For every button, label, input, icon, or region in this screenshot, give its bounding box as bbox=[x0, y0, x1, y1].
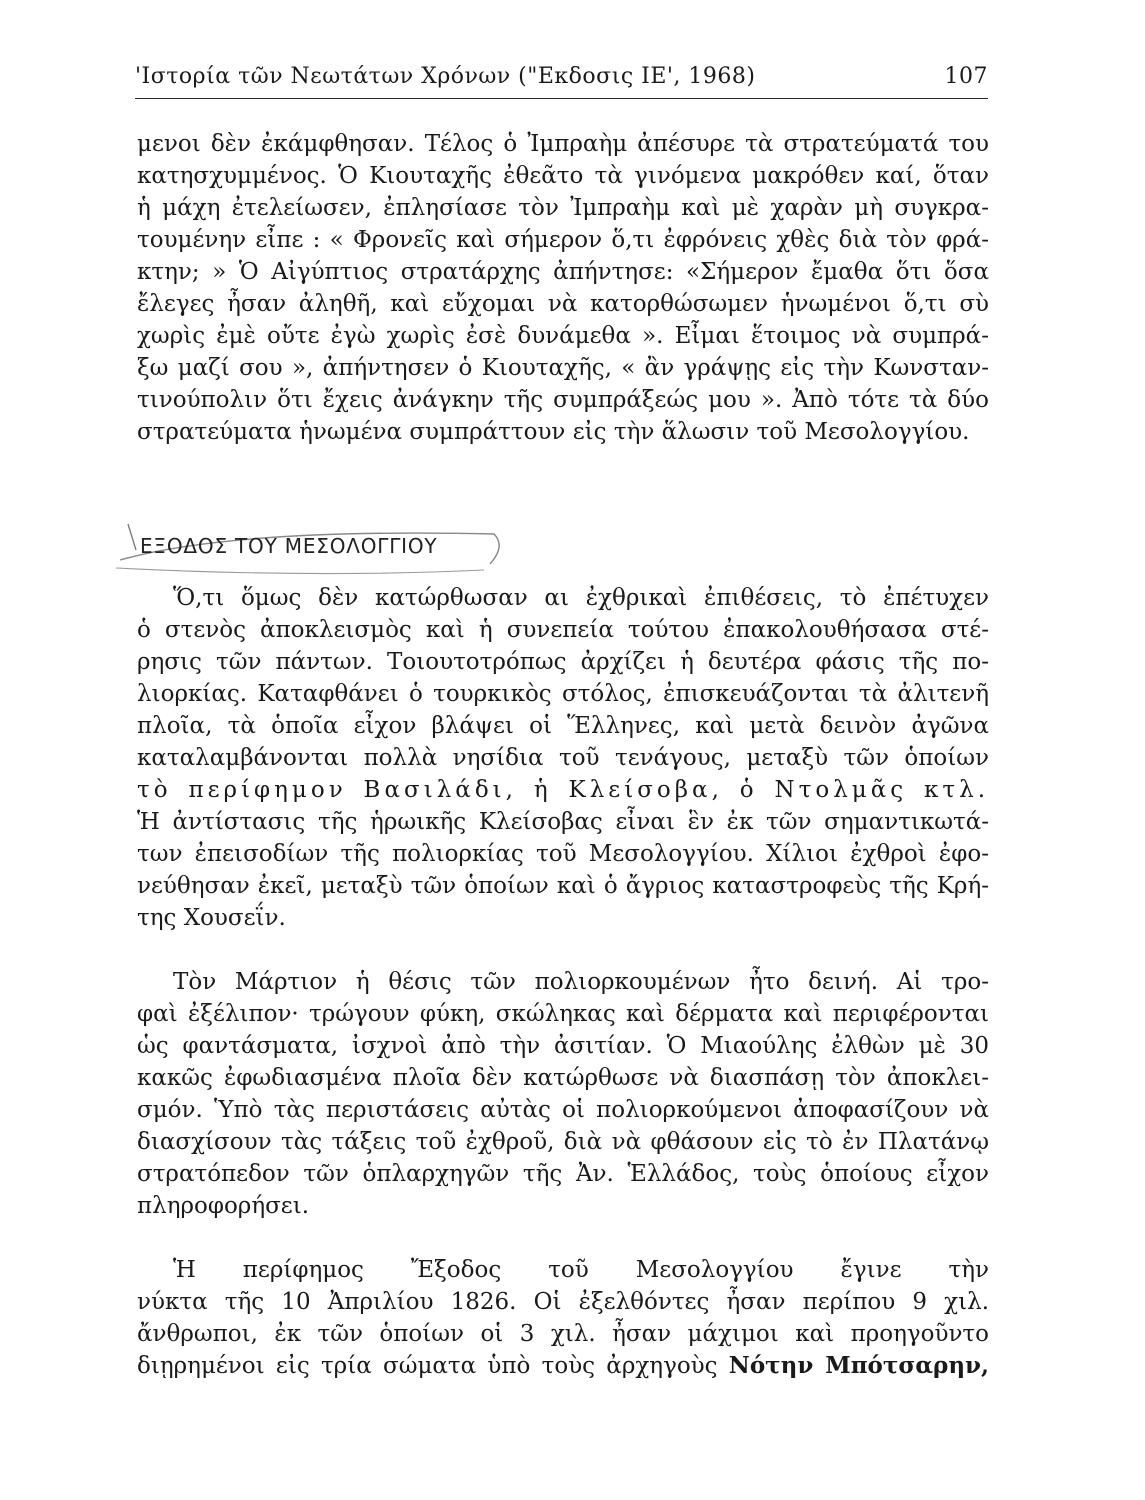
text-line: Τὸν Μάρτιον ἡ θέσις τῶν πολιορκουμένων ἦτο δεινή. Αἱ τρο- bbox=[173, 969, 989, 995]
paragraph-3 bbox=[137, 966, 989, 1222]
text-line: χωρὶς ἐμὲ οὔτε ἐγὼ χωρὶς ἐσὲ δυνάμεθα ». Εἶμαι ἕτοιμος νὰ συμπρά- bbox=[137, 323, 989, 349]
text-line: ἔλεγες ἦσαν ἀληθῆ, καὶ εὔχομαι νὰ κατορθώσωμεν ἡνωμένοι ὅ,τι σὺ bbox=[137, 291, 989, 317]
paragraph-1 bbox=[137, 128, 989, 448]
text-line: καταλαμβάνονται πολλὰ νησίδια τοῦ τενάγους, μεταξὺ τῶν ὁποίων bbox=[137, 745, 989, 771]
text-line: διασχίσουν τὰς τάξεις τοῦ ἐχθροῦ, διὰ νὰ φθάσουν εἰς τὸ ἐν Πλατάνῳ bbox=[137, 1129, 989, 1155]
running-header bbox=[135, 62, 988, 99]
text-line: τὸ περίφημον Βασιλάδι, ἡ Κλείσοβα, ὁ Ντολμᾶς κτλ. bbox=[137, 777, 989, 803]
text-line: τινούπολιν ὅτι ἔχεις ἀνάγκην τῆς συμπράξεώς μου ». Ἀπὸ τότε τὰ δύο bbox=[137, 387, 989, 413]
text-line: ρησις τῶν πάντων. Τοιουτοτρόπως ἀρχίζει ἡ δευτέρα φάσις τῆς πο- bbox=[137, 649, 989, 675]
text-line: τουμένην εἶπε : « Φρονεῖς καὶ σήμερον ὅ,τι ἐφρόνεις χθὲς διὰ τὸν φρά- bbox=[137, 227, 989, 253]
text-line: λιορκίας. Καταφθάνει ὁ τουρκικὸς στόλος, ἐπισκευάζονται τὰ ἀλιτενῆ bbox=[137, 681, 989, 707]
text-line: της Χουσεΐν. bbox=[137, 905, 286, 931]
text-line-with-name bbox=[137, 1350, 989, 1382]
text-line: ἄνθρωποι, ἐκ τῶν ὁποίων οἱ 3 χιλ. ἦσαν μάχιμοι καὶ προηγοῦντο bbox=[137, 1321, 989, 1347]
text-line: κακῶς ἐφωδιασμένα πλοῖα δὲν κατώρθωσε νὰ διασπάσῃ τὸν ἀποκλει- bbox=[137, 1065, 989, 1091]
text-line: πληροφορήσει. bbox=[137, 1193, 310, 1219]
text-line: Ὅ,τι ὅμως δὲν κατώρθωσαν αι ἐχθρικαὶ ἐπιθέσεις, τὸ ἐπέτυχεν bbox=[173, 585, 989, 611]
section-heading: ΕΞΟΔΟΣ ΤΟΥ ΜΕΣΟΛΟΓΓΙΟΥ bbox=[140, 534, 438, 558]
text-line: μενοι δὲν ἐκάμφθησαν. Τέλος ὁ Ἰμπραὴμ ἀπέσυρε τὰ στρατεύματά του bbox=[137, 131, 989, 157]
text-line: νύκτα τῆς 10 Ἀπριλίου 1826. Οἱ ἐξελθόντες ἦσαν περίπου 9 χιλ. bbox=[137, 1289, 989, 1315]
page-number: 107 bbox=[944, 64, 988, 89]
text-line: ὡς φαντάσματα, ἰσχνοὶ ἀπὸ τὴν ἀσιτίαν. Ὁ Μιαούλης ἐλθὼν μὲ 30 bbox=[137, 1033, 989, 1059]
text-fragment: διῃρημένοι εἰς τρία σώματα ὑπὸ τοὺς ἀρχηγοὺς bbox=[137, 1353, 718, 1379]
bold-name: Νότην Μπότσαρην, bbox=[728, 1352, 990, 1379]
text-line: ἡ μάχη ἐτελείωσεν, ἐπλησίασε τὸν Ἰμπραὴμ καὶ μὲ χαρὰν μὴ συγκρα- bbox=[137, 195, 989, 221]
running-header-title: 'Ιστορία τῶν Νεωτάτων Χρόνων ("Εκδοσις ΙΕ', 1968) bbox=[135, 64, 756, 89]
text-line: ὁ στενὸς ἀποκλεισμὸς καὶ ἡ συνεπεία τούτου ἐπακολουθήσασα στέ- bbox=[137, 617, 989, 643]
text-line: κατησχυμμένος. Ὁ Κιουταχῆς ἐθεᾶτο τὰ γινόμενα μακρόθεν καί, ὅταν bbox=[137, 163, 989, 189]
paragraph-2 bbox=[137, 582, 989, 934]
text-line: Ἡ περίφημος Ἔξοδος τοῦ Μεσολογγίου ἔγινε τὴν bbox=[173, 1257, 989, 1283]
text-line: κτην; » Ὁ Αἰγύπτιος στρατάρχης ἀπήντησε: «Σήμερον ἔμαθα ὅτι ὅσα bbox=[137, 259, 989, 285]
text-line: Ἡ ἀντίστασις τῆς ἡρωικῆς Κλείσοβας εἶναι ἓν ἐκ τῶν σημαντικωτά- bbox=[137, 809, 989, 835]
text-line: πλοῖα, τὰ ὁποῖα εἶχον βλάψει οἱ Ἕλληνες, καὶ μετὰ δεινὸν ἀγῶνα bbox=[137, 713, 989, 739]
text-line: στρατεύματα ἡνωμένα συμπράττουν εἰς τὴν ἅλωσιν τοῦ Μεσολογγίου. bbox=[137, 419, 970, 445]
text-line: φαὶ ἐξέλιπον· τρώγουν φύκη, σκώληκας καὶ δέρματα καὶ περιφέρονται bbox=[137, 1001, 989, 1027]
text-line: νεύθησαν ἐκεῖ, μεταξὺ τῶν ὁποίων καὶ ὁ ἄγριος καταστροφεὺς τῆς Κρή- bbox=[137, 873, 989, 899]
text-line: ξω μαζί σου », ἀπήντησεν ὁ Κιουταχῆς, « ἂν γράψῃς εἰς τὴν Κωνσταν- bbox=[137, 355, 989, 381]
text-line: των ἐπεισοδίων τῆς πολιορκίας τοῦ Μεσολογγίου. Χίλιοι ἐχθροὶ ἐφο- bbox=[137, 841, 989, 867]
paragraph-4 bbox=[137, 1254, 989, 1382]
text-line: στρατόπεδον τῶν ὁπλαρχηγῶν τῆς Ἀν. Ἑλλάδος, τοὺς ὁποίους εἶχον bbox=[137, 1161, 989, 1187]
text-line: σμόν. Ὑπὸ τὰς περιστάσεις αὐτὰς οἱ πολιορκούμενοι ἀποφασίζουν νὰ bbox=[137, 1097, 989, 1123]
